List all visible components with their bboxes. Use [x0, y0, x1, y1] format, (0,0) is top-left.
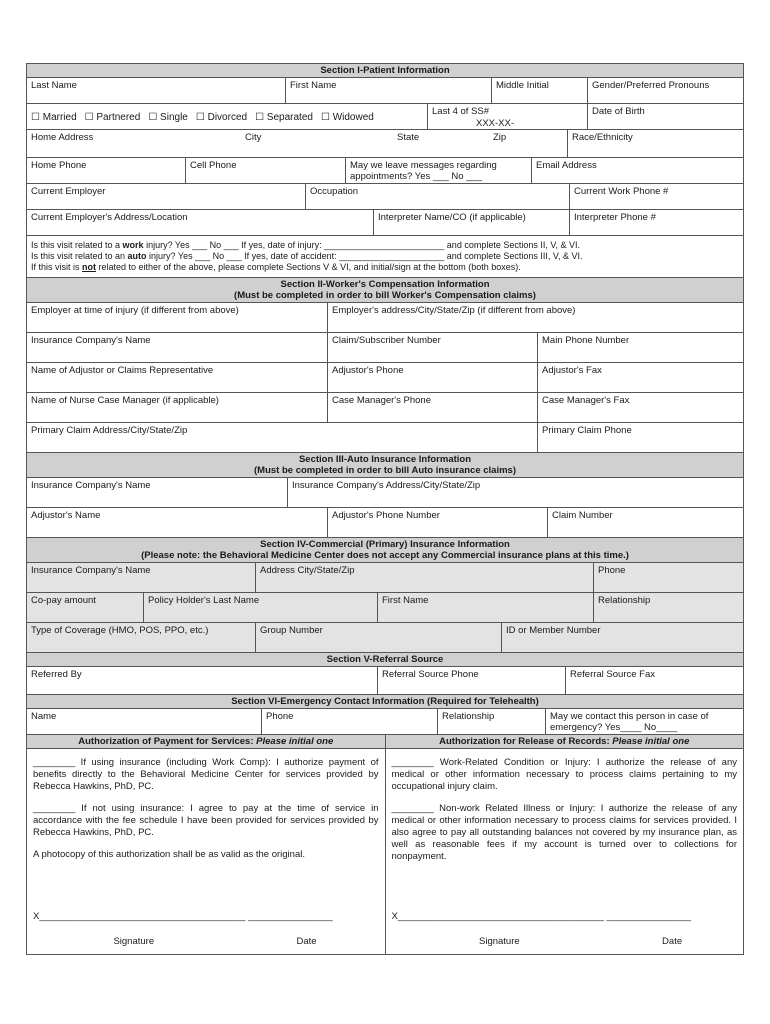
visit-type-block [27, 236, 743, 277]
auto-insurance-field[interactable]: Insurance Company's Name [31, 480, 151, 491]
interpreter-field[interactable]: Interpreter Name/CO (if applicable) [373, 210, 569, 235]
non-work-release-option[interactable]: ________ Non-work Related Illness or Injury: I authorize the release of any medical or other information necessary to process claims for services provided. I also agree to pay all outstanding balances not covered by my insurance plan, as well as reasonable fees if my account is turned over to collections for nonpayment. [391, 803, 737, 862]
section-4-header: Section IV-Commercial (Primary) Insurance Information (Please note: the Behavioral Medicine Center does not accept any Commercial insurance plans at this time.) [27, 537, 743, 562]
wc-adjustor-phone-field[interactable]: Adjustor's Phone [327, 363, 537, 392]
race-field[interactable]: Race/Ethnicity [567, 130, 743, 157]
work-related-release-option[interactable]: ________ Work-Related Condition or Injury: I authorize the release of any medical or other information necessary to process claims pertaining to my occupational injury claim. [391, 757, 737, 792]
gender-field[interactable]: Gender/Preferred Pronouns [587, 78, 743, 103]
group-number-field[interactable]: Group Number [255, 623, 501, 652]
copay-field[interactable]: Co-pay amount [31, 595, 96, 606]
employer-address-field[interactable]: Current Employer's Address/Location [31, 212, 188, 223]
section-6-header: Section VI-Emergency Contact Information (Required for Telehealth) [27, 694, 743, 708]
commercial-address-field[interactable]: Address City/State/Zip [255, 563, 593, 592]
self-pay-option[interactable]: ________ If not using insurance: I agree to pay at the time of service in accordance with the fee schedule I have been provided for services provided by Rebecca Hawkins, PhD, PC. [33, 803, 379, 838]
photocopy-note: A photocopy of this authorization shall be as valid as the original. [33, 849, 305, 860]
commercial-phone-field[interactable]: Phone [593, 563, 743, 592]
separated-checkbox[interactable]: ☐ Separated [255, 112, 313, 123]
referred-by-field[interactable]: Referred By [31, 669, 82, 680]
state-label: State [397, 132, 420, 143]
middle-initial-field[interactable]: Middle Initial [491, 78, 587, 103]
referral-phone-field[interactable]: Referral Source Phone [377, 667, 565, 694]
payment-auth-header: Authorization of Payment for Services: Please initial one [27, 735, 385, 749]
member-id-field[interactable]: ID or Member Number [501, 623, 743, 652]
holder-relationship-field[interactable]: Relationship [593, 593, 743, 622]
referral-fax-field[interactable]: Referral Source Fax [565, 667, 743, 694]
partnered-checkbox[interactable]: ☐ Partnered [84, 112, 141, 123]
employer-field[interactable]: Current Employer [31, 186, 106, 197]
cm-phone-field[interactable]: Case Manager's Phone [327, 393, 537, 422]
zip-label: Zip [493, 132, 507, 143]
single-checkbox[interactable]: ☐ Single [148, 112, 188, 123]
wc-adjustor-fax-field[interactable]: Adjustor's Fax [537, 363, 743, 392]
records-release-authorization [385, 735, 744, 954]
email-field[interactable]: Email Address [531, 158, 743, 183]
emergency-relationship-field[interactable]: Relationship [437, 709, 545, 734]
wc-adjustor-field[interactable]: Name of Adjustor or Claims Representative [31, 365, 214, 376]
insurance-payment-option[interactable]: ________ If using insurance (including Work Comp): I authorize payment of benefits directly to the Behavioral Medicine Center for services provided by Rebecca Hawkins, PhD, PC. [33, 757, 379, 792]
divorced-checkbox[interactable]: ☐ Divorced [195, 112, 248, 123]
home-address-label: Home Address [31, 132, 94, 143]
payment-signature-label: Signature [113, 936, 155, 947]
auto-claim-number-field[interactable]: Claim Number [547, 508, 743, 537]
claim-phone-field[interactable]: Primary Claim Phone [537, 423, 743, 452]
occupation-field[interactable]: Occupation [305, 184, 569, 209]
injury-employer-field[interactable]: Employer at time of injury (if different from above) [31, 305, 239, 316]
interpreter-phone-field[interactable]: Interpreter Phone # [569, 210, 743, 235]
section-1-header: Section I-Patient Information [27, 64, 743, 77]
authorization-section [27, 734, 743, 954]
records-auth-header: Authorization for Release of Records: Please initial one [386, 735, 744, 749]
first-name-field[interactable]: First Name [285, 78, 491, 103]
dob-field[interactable]: Date of Birth [587, 104, 743, 129]
records-signature-label: Signature [479, 936, 520, 947]
widowed-checkbox[interactable]: ☐ Widowed [320, 112, 374, 123]
holder-last-name-field[interactable]: Policy Holder's Last Name [143, 593, 377, 622]
payment-signature-line[interactable]: X_______________________________________ ________________ [33, 911, 333, 922]
wc-main-phone-field[interactable]: Main Phone Number [537, 333, 743, 362]
records-date-label: Date [662, 936, 683, 947]
nurse-case-manager-field[interactable]: Name of Nurse Case Manager (if applicable) [31, 395, 219, 406]
emergency-contact-permission[interactable]: May we contact this person in case of emergency? Yes____ No____ [545, 709, 743, 734]
ssn-last4-field[interactable] [427, 104, 587, 129]
coverage-type-field[interactable]: Type of Coverage (HMO, POS, PPO, etc.) [31, 625, 209, 636]
holder-first-name-field[interactable]: First Name [377, 593, 593, 622]
patient-intake-form [26, 63, 744, 955]
leave-messages-field[interactable]: May we leave messages regarding appointments? Yes ___ No ___ [345, 158, 531, 183]
last-name-field[interactable]: Last Name [31, 80, 77, 91]
work-phone-field[interactable]: Current Work Phone # [569, 184, 743, 209]
emergency-name-field[interactable]: Name [31, 711, 57, 722]
auto-insurance-address-field[interactable]: Insurance Company's Address/City/State/Zip [287, 478, 743, 507]
claim-address-field[interactable]: Primary Claim Address/City/State/Zip [31, 425, 188, 436]
cell-phone-field[interactable]: Cell Phone [185, 158, 345, 183]
ssn-label: Last 4 of SS# [432, 106, 490, 117]
ssn-value: XXX-XX- [476, 118, 515, 129]
cm-fax-field[interactable]: Case Manager's Fax [537, 393, 743, 422]
home-address-field[interactable] [27, 130, 567, 157]
married-checkbox[interactable]: ☐ Married [31, 112, 77, 123]
auto-adjustor-field[interactable]: Adjustor's Name [31, 510, 101, 521]
visit-work-line[interactable]: Is this visit related to a work injury? Yes ___ No ___ If yes, date of injury: ________________________ and complete Sections II, V, & VI. [31, 240, 581, 250]
home-phone-field[interactable]: Home Phone [31, 160, 87, 171]
wc-claim-number-field[interactable]: Claim/Subscriber Number [327, 333, 537, 362]
commercial-insurance-field[interactable]: Insurance Company's Name [31, 565, 151, 576]
section-3-header: Section III-Auto Insurance Information (Must be completed in order to bill Auto insurance claims) [27, 452, 743, 477]
payment-authorization [27, 735, 385, 954]
marital-status-group [27, 104, 427, 129]
auto-adjustor-phone-field[interactable]: Adjustor's Phone Number [327, 508, 547, 537]
section-2-header: Section II-Worker's Compensation Information (Must be completed in order to bill Worker's Compensation claims) [27, 277, 743, 302]
injury-employer-address-field[interactable]: Employer's address/City/State/Zip (if different from above) [327, 303, 743, 332]
section-5-header: Section V-Referral Source [27, 652, 743, 666]
wc-insurance-field[interactable]: Insurance Company's Name [31, 335, 151, 346]
visit-none-line: If this visit is not related to either of the above, please complete Sections V & VI, and initial/sign at the bottom (both boxes). [31, 262, 521, 272]
emergency-phone-field[interactable]: Phone [261, 709, 437, 734]
payment-date-label: Date [296, 936, 317, 947]
records-signature-line[interactable]: X_______________________________________ ________________ [391, 911, 692, 922]
visit-auto-line[interactable]: Is this visit related to an auto injury? Yes ___ No ___ If yes, date of accident: _____________________ and complete Sections III, V, & VI. [31, 251, 583, 261]
city-label: City [245, 132, 262, 143]
